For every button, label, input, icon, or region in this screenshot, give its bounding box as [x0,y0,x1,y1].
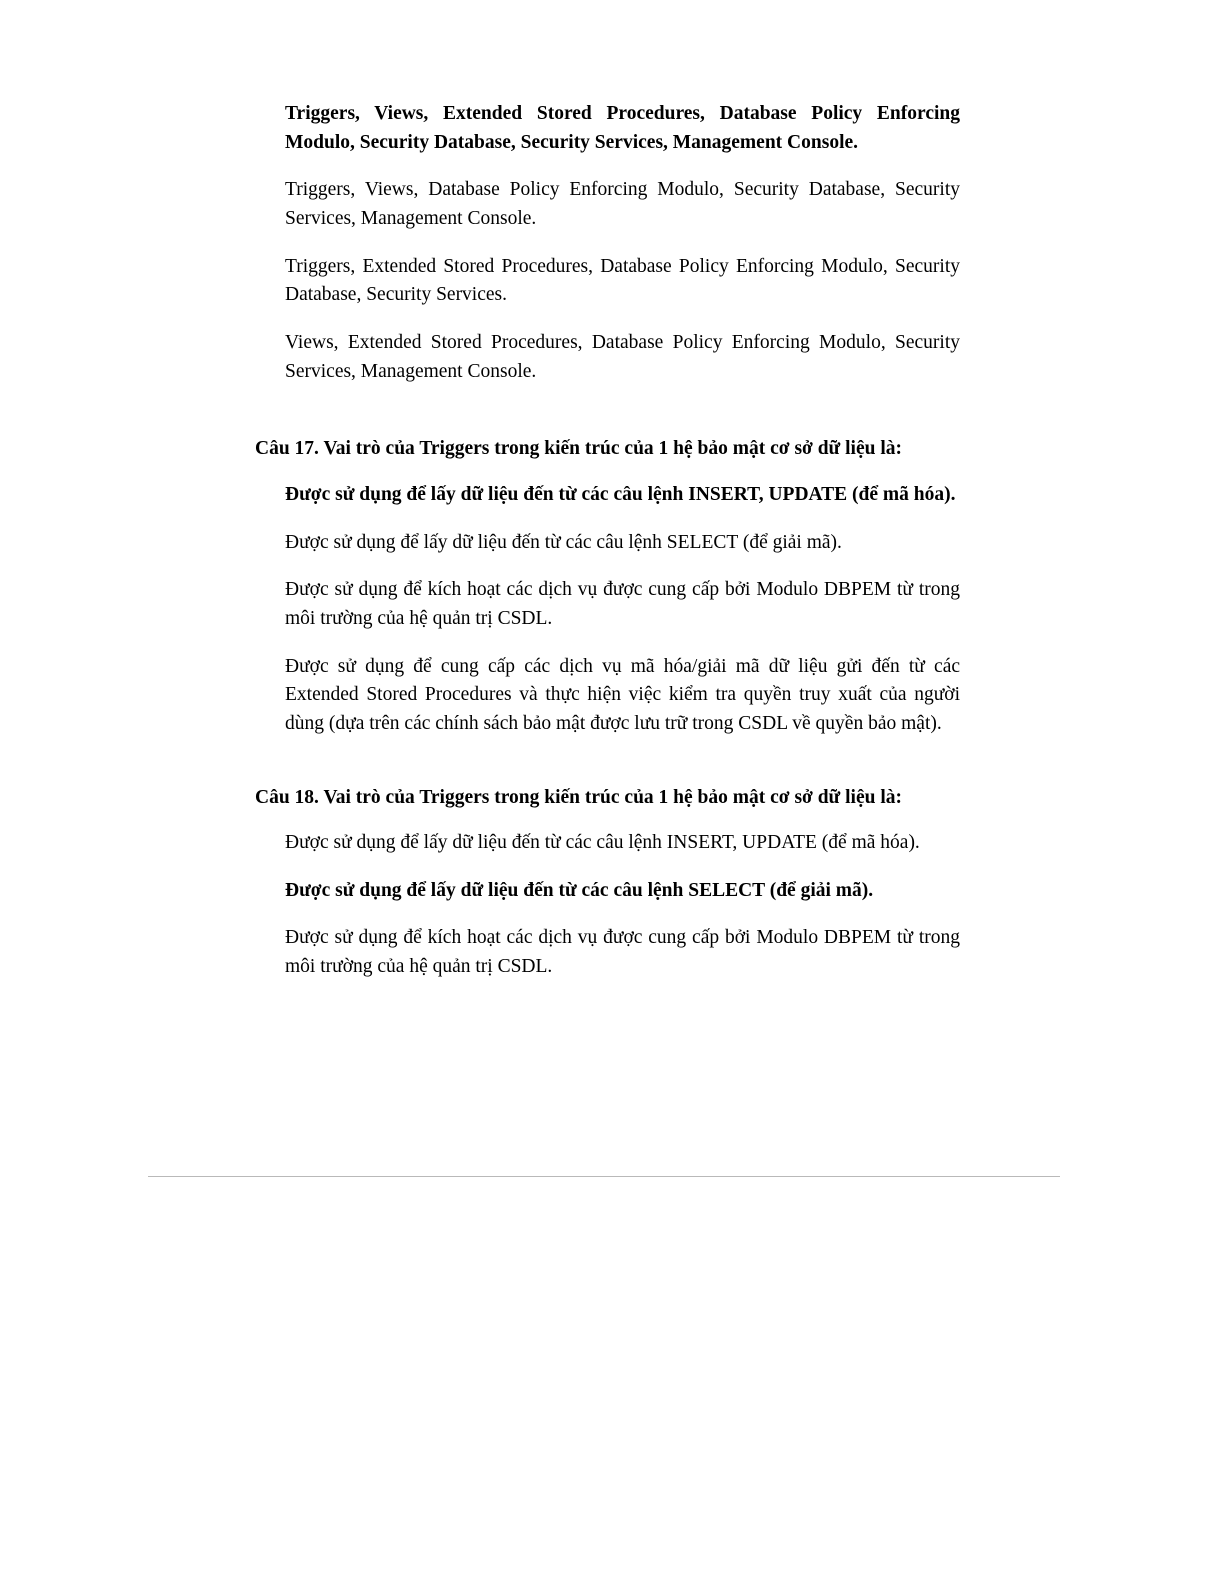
section-spacer [255,405,960,435]
answer-option: Được sử dụng để kích hoạt các dịch vụ được cung cấp bởi Modulo DBPEM từ trong môi trường của hệ quản trị CSDL. [285,927,960,978]
document-body [255,100,960,1001]
answer-option: Được sử dụng để kích hoạt các dịch vụ được cung cấp bởi Modulo DBPEM từ trong môi trường của hệ quản trị CSDL. [285,579,960,629]
section-spacer [255,758,960,784]
question-block-17 [255,435,960,738]
answer-option: Triggers, Views, Database Policy Enforcing Modulo, Security Database, Security Services, Management Console. [285,179,960,229]
answer-option: Được sử dụng để lấy dữ liệu đến từ các câu lệnh INSERT, UPDATE (để mã hóa). [285,483,956,505]
answer-option: Triggers, Views, Extended Stored Procedures, Database Policy Enforcing Modulo, Security Database, Security Services, Management Console. [285,103,960,153]
answer-option: Được sử dụng để lấy dữ liệu đến từ các câu lệnh SELECT (để giải mã). [285,879,874,901]
answer-option: Views, Extended Stored Procedures, Database Policy Enforcing Modulo, Security Services, Management Console. [285,331,960,382]
answer-option: Triggers, Extended Stored Procedures, Database Policy Enforcing Modulo, Security Database, Security Services. [285,255,960,306]
answer-option: Được sử dụng để lấy dữ liệu đến từ các câu lệnh INSERT, UPDATE (để mã hóa). [285,832,920,854]
answer-option: Được sử dụng để cung cấp các dịch vụ mã hóa/giải mã dữ liệu gửi đến từ các Extended Stored Procedures và thực hiện việc kiểm tra quyền truy xuất của người dùng (dựa trên các chính sách bảo mật được lưu trữ trong CSDL về quyền bảo mật). [285,655,960,734]
question-heading: Câu 17. Vai trò của Triggers trong kiến trúc của 1 hệ bảo mật cơ sở dữ liệu là: [255,438,903,460]
footer-divider [148,1176,1060,1177]
question-heading: Câu 18. Vai trò của Triggers trong kiến trúc của 1 hệ bảo mật cơ sở dữ liệu là: [255,786,903,808]
answer-option: Được sử dụng để lấy dữ liệu đến từ các câu lệnh SELECT (để giải mã). [285,531,842,553]
question-block-18 [255,784,960,982]
answer-group-q16 [255,100,960,386]
